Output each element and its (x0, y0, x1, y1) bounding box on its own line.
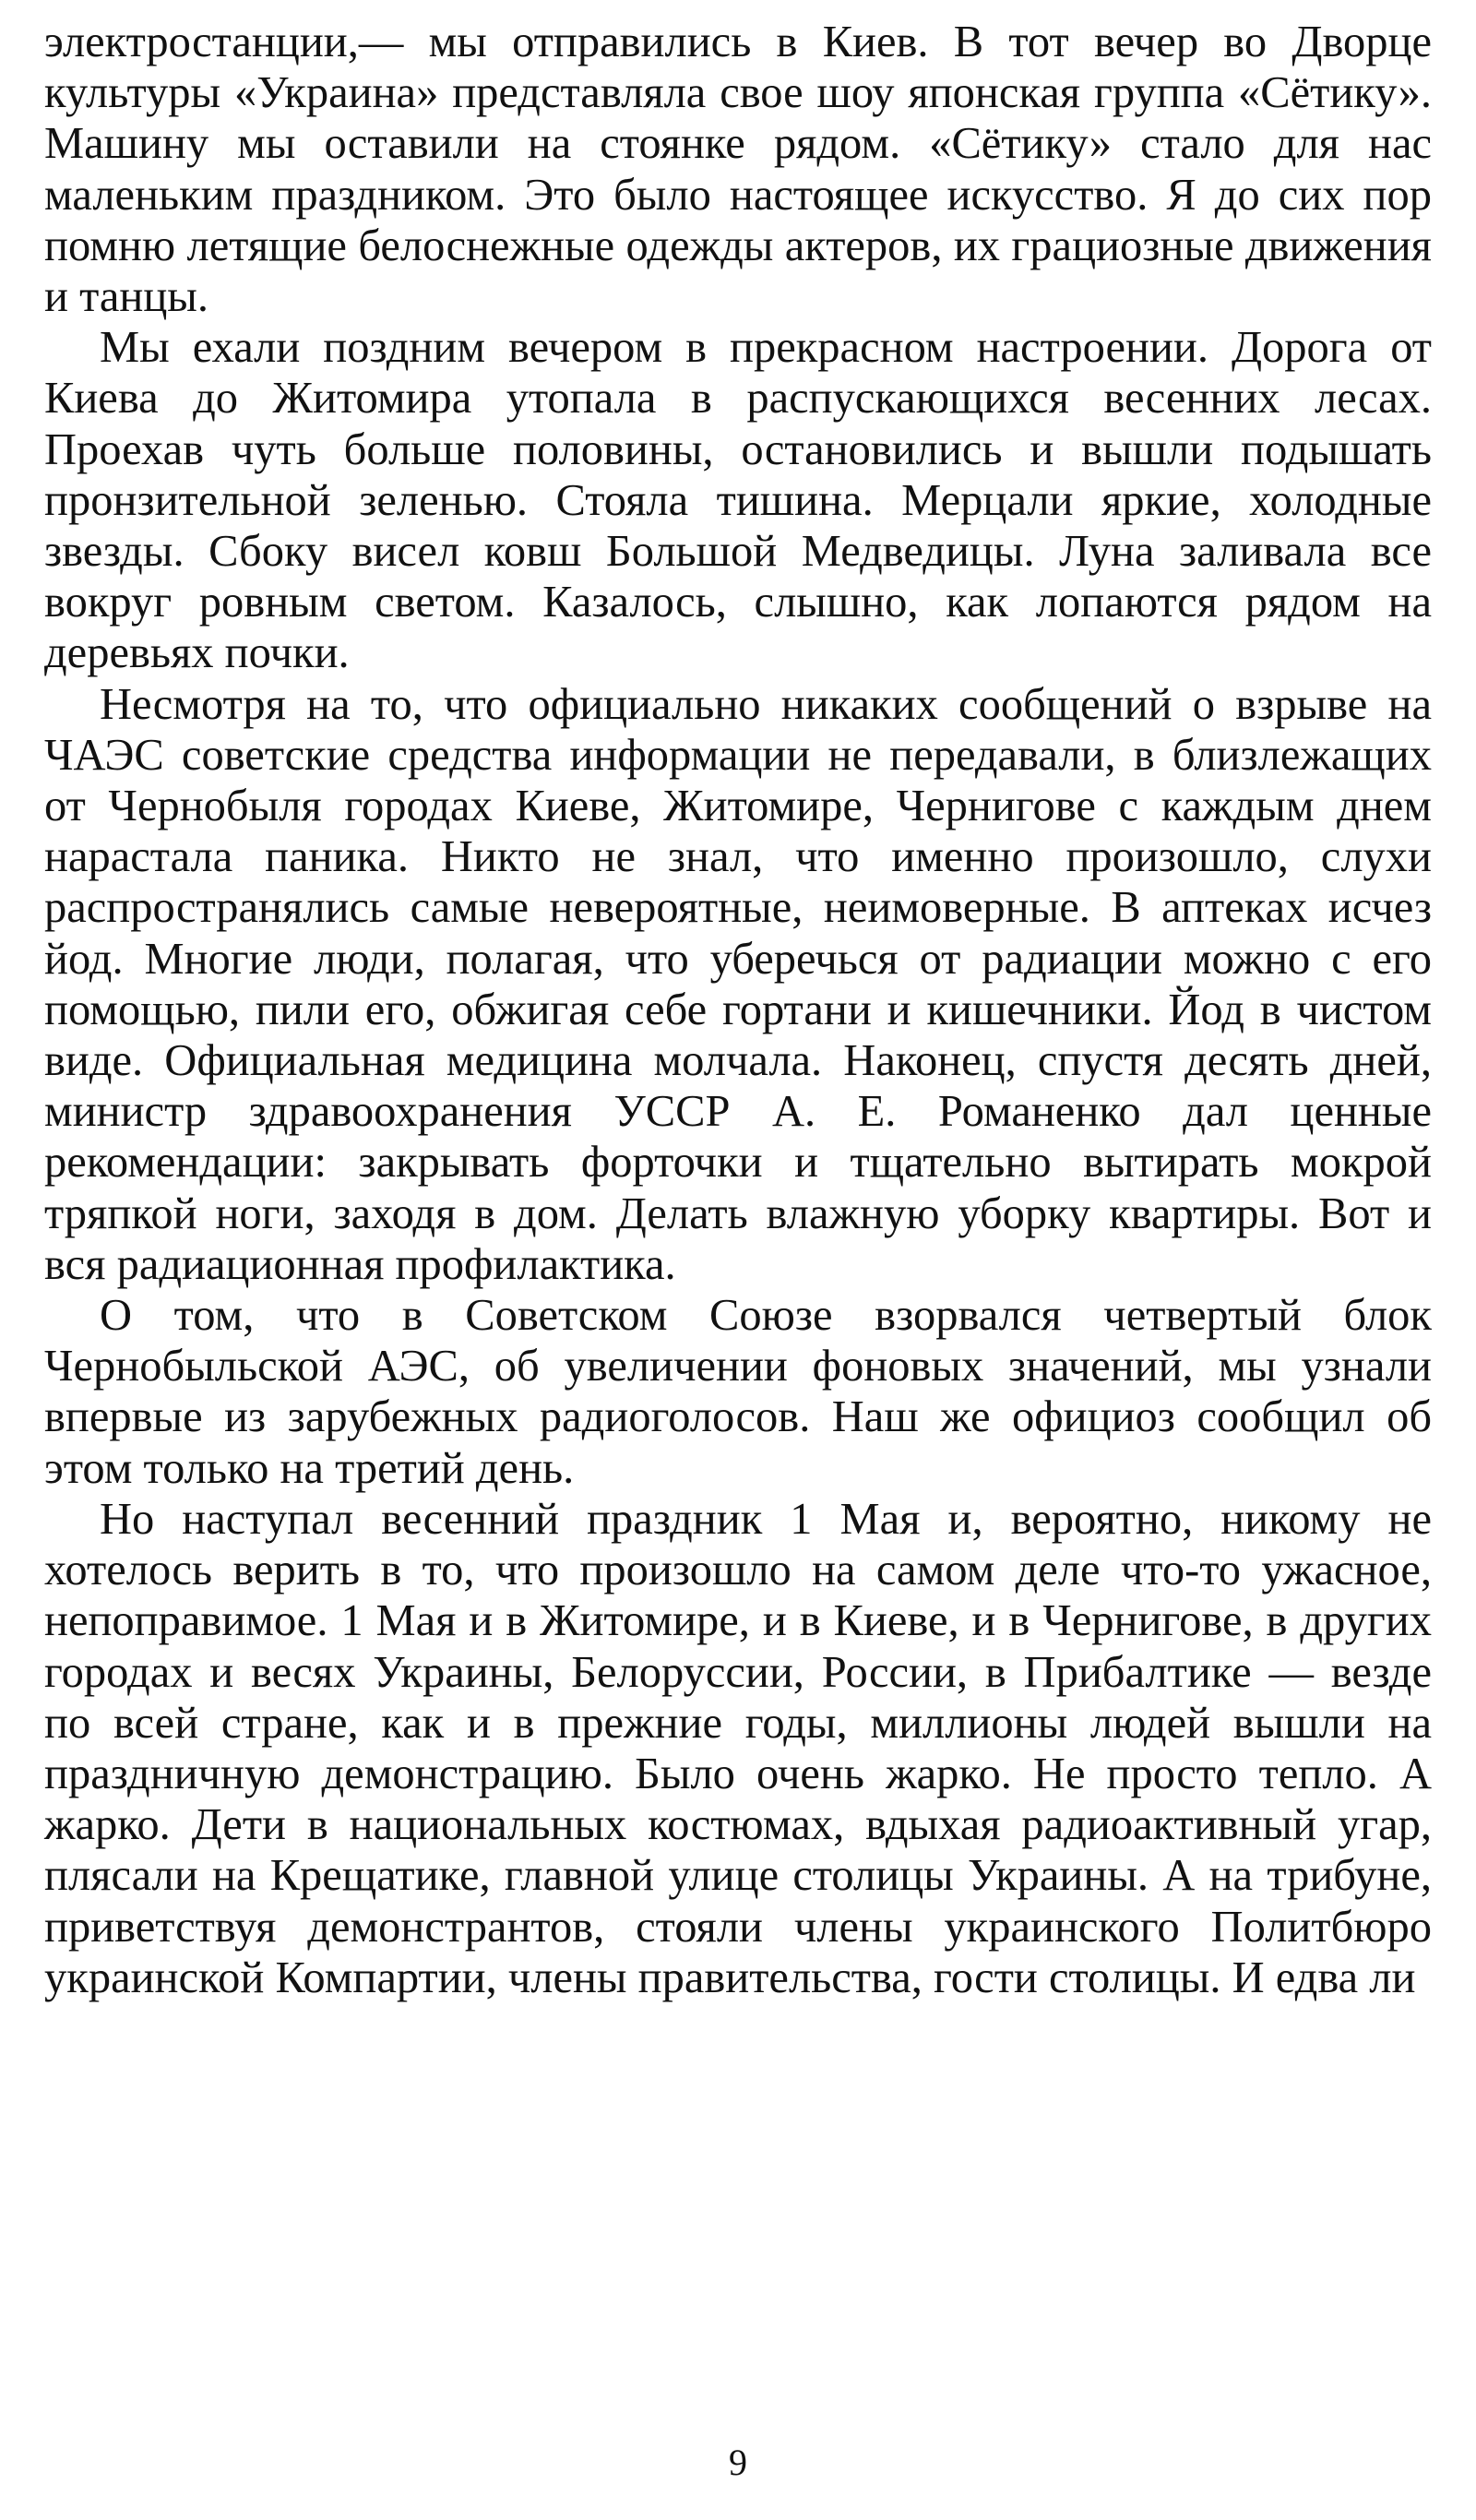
paragraph-5: Но наступал весенний праздник 1 Мая и, вероятно, никому не хотелось верить в то, что произошло на самом деле что-то ужасное, непоправимое. 1 Мая и в Житомире, и в Киеве, и в Чернигове, в других городах и весях Украины, Белоруссии, России, в Прибалтике — везде по всей стране, как и в прежние годы, миллионы людей вышли на праздничную демонстрацию. Было очень жарко. Не просто тепло. А жарко. Дети в национальных костюмах, вдыхая радиоактивный угар, плясали на Крещатике, главной улице столицы Украины. А на трибуне, приветствуя демонстрантов, стояли члены украинского Политбюро украинской Компартии, члены правительства, гости столицы. И едва ли (44, 1494, 1432, 2002)
paragraph-3: Несмотря на то, что официально никаких сообщений о взрыве на ЧАЭС советские средства информации не передавали, в близлежащих от Чернобыля городах Киеве, Житомире, Чернигове с каждым днем нарастала паника. Никто не знал, что именно произошло, слухи распространялись самые невероятные, неимоверные. В аптеках исчез йод. Многие люди, полагая, что уберечься от радиации можно с его помощью, пили его, обжигая себе гортани и кишечники. Йод в чистом виде. Официальная медицина молчала. Наконец, спустя десять дней, министр здравоохранения УССР А. Е. Романенко дал ценные рекомендации: закрывать форточки и тщательно вытирать мокрой тряпкой ноги, заходя в дом. Делать влажную уборку квартиры. Вот и вся радиационная профилактика. (44, 679, 1432, 1289)
body-text (44, 17, 1432, 2003)
paragraph-2: Мы ехали поздним вечером в прекрасном настроении. Дорога от Киева до Житомира утопала в распускающихся весенних лесах. Проехав чуть больше половины, остановились и вышли подышать пронзительной зеленью. Стояла тишина. Мерцали яркие, холодные звезды. Сбоку висел ковш Большой Медведицы. Луна заливала все вокруг ровным светом. Казалось, слышно, как лопаются рядом на деревьях почки. (44, 323, 1432, 678)
paragraph-4: О том, что в Советском Союзе взорвался четвертый блок Чернобыльской АЭС, об увеличении фоновых значений, мы узнали впервые из зарубежных радиоголосов. Наш же официоз сообщил об этом только на третий день. (44, 1291, 1432, 1493)
paragraph-1: электростанции,— мы отправились в Киев. В тот вечер во Дворце культуры «Украина» представляла свое шоу японская группа «Сётику». Машину мы оставили на стоянке рядом. «Сётику» стало для нас маленьким праздником. Это было настоящее искусство. Я до сих пор помню летящие белоснежные одежды актеров, их грациозные движения и танцы. (44, 18, 1432, 322)
page-number: 9 (729, 2442, 747, 2483)
